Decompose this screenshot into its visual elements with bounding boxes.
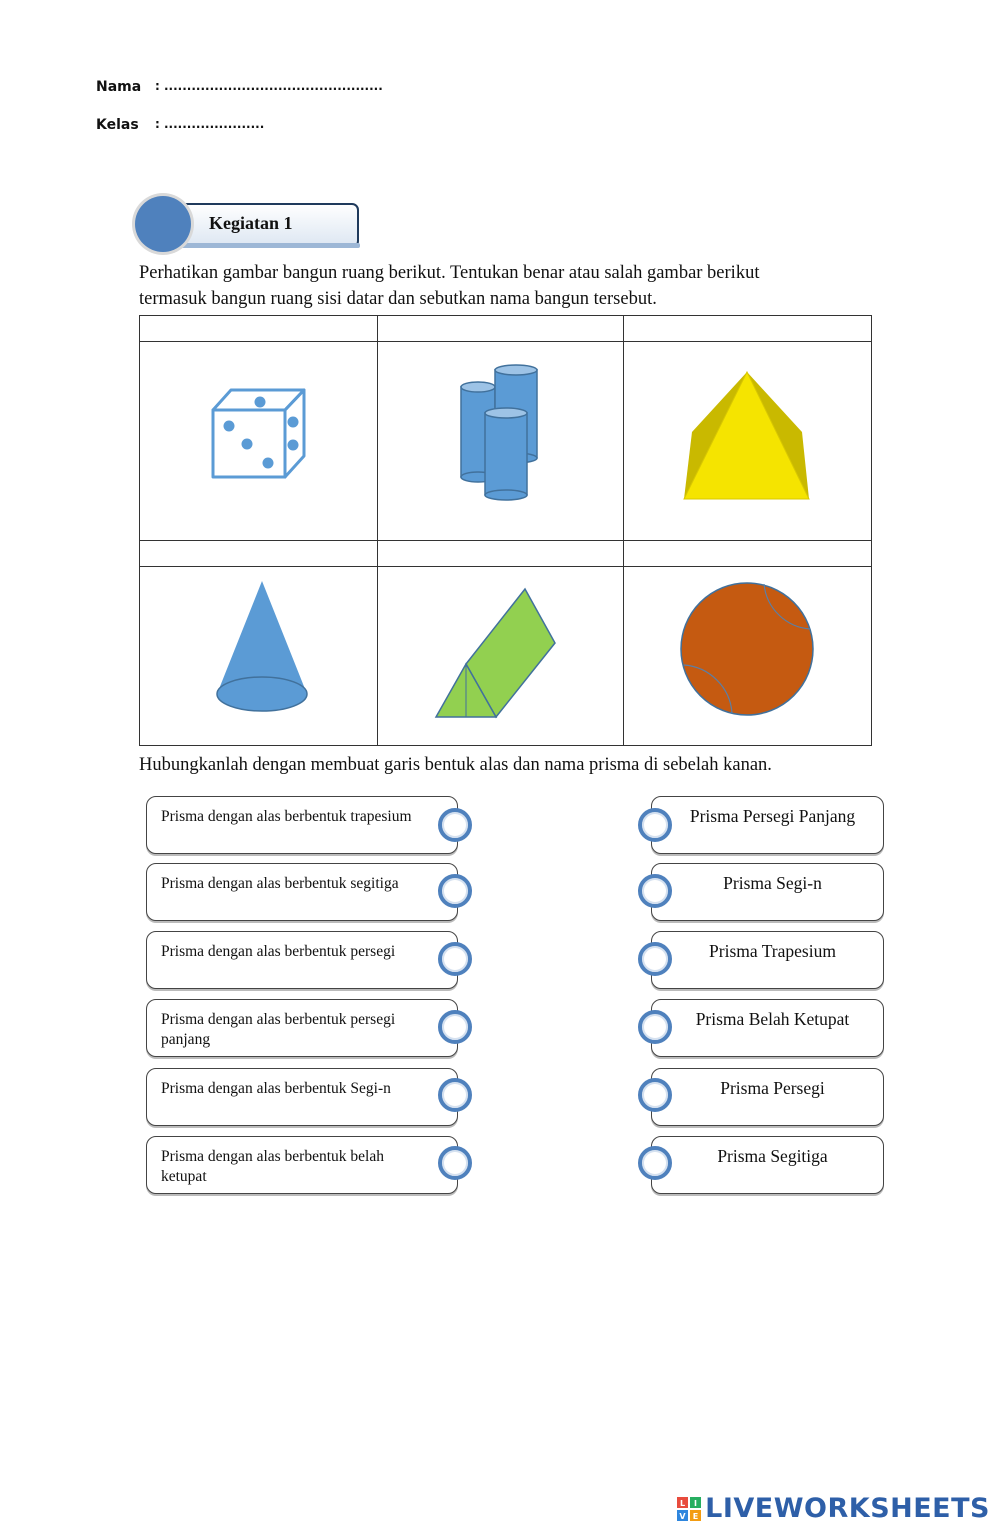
- shape-cell-prism: [378, 567, 624, 746]
- shapes-table: [139, 315, 872, 746]
- match-right-item-5: [651, 1068, 884, 1126]
- match-right-label: Prisma Persegi: [720, 1078, 825, 1098]
- shape-cell-cube: [140, 342, 378, 541]
- shape-cell-ball: [624, 567, 872, 746]
- ball-sphere-icon: [624, 567, 871, 740]
- match-right-item-4: [651, 999, 884, 1057]
- match-left-item-6: [146, 1136, 458, 1194]
- match-left-item-4: [146, 999, 458, 1057]
- match-right-label: Prisma Segitiga: [717, 1146, 828, 1166]
- match-right-label: Prisma Trapesium: [709, 941, 836, 961]
- match-left-label: Prisma dengan alas berbentuk Segi-n: [161, 1080, 391, 1097]
- answer-input-4[interactable]: [140, 540, 381, 567]
- shape-cell-cone: [140, 567, 378, 746]
- match-right-label: Prisma Belah Ketupat: [695, 1009, 850, 1029]
- cylinders-icon: [378, 342, 623, 535]
- match-right-label: Prisma Segi-n: [723, 873, 822, 893]
- answer-cell-3[interactable]: [624, 316, 872, 342]
- match-right-connector-1[interactable]: [638, 808, 672, 842]
- dice-cube-icon: [140, 342, 377, 535]
- activity-title: Kegiatan 1: [209, 213, 293, 233]
- match-left-connector-4[interactable]: [438, 1010, 472, 1044]
- answer-input-6[interactable]: [624, 540, 875, 567]
- match-left-label: Prisma dengan alas berbentuk trapesium: [161, 808, 412, 825]
- match-left-connector-2[interactable]: [438, 874, 472, 908]
- answer-cell-6[interactable]: [624, 541, 872, 567]
- match-left-item-1: [146, 796, 458, 854]
- answer-input-3[interactable]: [624, 315, 875, 342]
- instruction-line: termasuk bangun ruang sisi datar dan sebutkan nama bangun tersebut.: [139, 289, 657, 309]
- match-left-label: Prisma dengan alas berbentuk persegi: [161, 943, 396, 960]
- liveworksheets-mark-icon: [677, 1497, 701, 1521]
- match-left-connector-1[interactable]: [438, 808, 472, 842]
- answer-input-2[interactable]: [378, 315, 627, 342]
- match-left-connector-3[interactable]: [438, 942, 472, 976]
- match-right-item-1: [651, 796, 884, 854]
- match-left-item-2: [146, 863, 458, 921]
- liveworksheets-logo: [677, 1493, 990, 1524]
- match-left-label: Prisma dengan alas berbentuk persegi panjang: [161, 1011, 396, 1048]
- svg-text:L: L: [680, 1498, 686, 1508]
- pyramid-icon: [624, 342, 871, 535]
- shape-cell-pyramid: [624, 342, 872, 541]
- answer-cell-1[interactable]: [140, 316, 378, 342]
- shape-cell-cylinders: [378, 342, 624, 541]
- answer-cell-2[interactable]: [378, 316, 624, 342]
- class-field[interactable]: : ......................: [155, 117, 265, 131]
- name-label: Nama: [96, 79, 142, 95]
- match-right-item-6: [651, 1136, 884, 1194]
- match-right-item-3: [651, 931, 884, 989]
- activity-badge: [131, 193, 363, 260]
- match-right-label: Prisma Persegi Panjang: [689, 806, 856, 826]
- match-left-label: Prisma dengan alas berbentuk belah ketupat: [161, 1148, 384, 1185]
- matching-instruction: Hubungkanlah dengan membuat garis bentuk alas dan nama prisma di sebelah kanan.: [139, 755, 772, 775]
- match-right-connector-3[interactable]: [638, 942, 672, 976]
- answer-cell-4[interactable]: [140, 541, 378, 567]
- match-right-connector-6[interactable]: [638, 1146, 672, 1180]
- name-field[interactable]: : ................................................: [155, 79, 383, 93]
- svg-text:I: I: [694, 1498, 698, 1508]
- liveworksheets-text: LIVEWORKSHEETS: [705, 1493, 990, 1524]
- match-left-label: Prisma dengan alas berbentuk segitiga: [161, 875, 399, 892]
- match-right-connector-2[interactable]: [638, 874, 672, 908]
- match-left-connector-5[interactable]: [438, 1078, 472, 1112]
- svg-text:E: E: [692, 1511, 699, 1521]
- match-right-connector-4[interactable]: [638, 1010, 672, 1044]
- activity-instruction: [139, 260, 869, 312]
- answer-input-5[interactable]: [378, 540, 627, 567]
- triangular-prism-icon: [378, 567, 623, 740]
- answer-cell-5[interactable]: [378, 541, 624, 567]
- instruction-line: Perhatikan gambar bangun ruang berikut. Tentukan benar atau salah gambar berikut: [139, 263, 760, 283]
- match-left-connector-6[interactable]: [438, 1146, 472, 1180]
- cone-icon: [140, 567, 377, 740]
- match-right-item-2: [651, 863, 884, 921]
- match-left-item-5: [146, 1068, 458, 1126]
- class-label: Kelas: [96, 117, 139, 133]
- match-right-connector-5[interactable]: [638, 1078, 672, 1112]
- answer-input-1[interactable]: [140, 315, 381, 342]
- match-left-item-3: [146, 931, 458, 989]
- svg-text:V: V: [679, 1511, 686, 1521]
